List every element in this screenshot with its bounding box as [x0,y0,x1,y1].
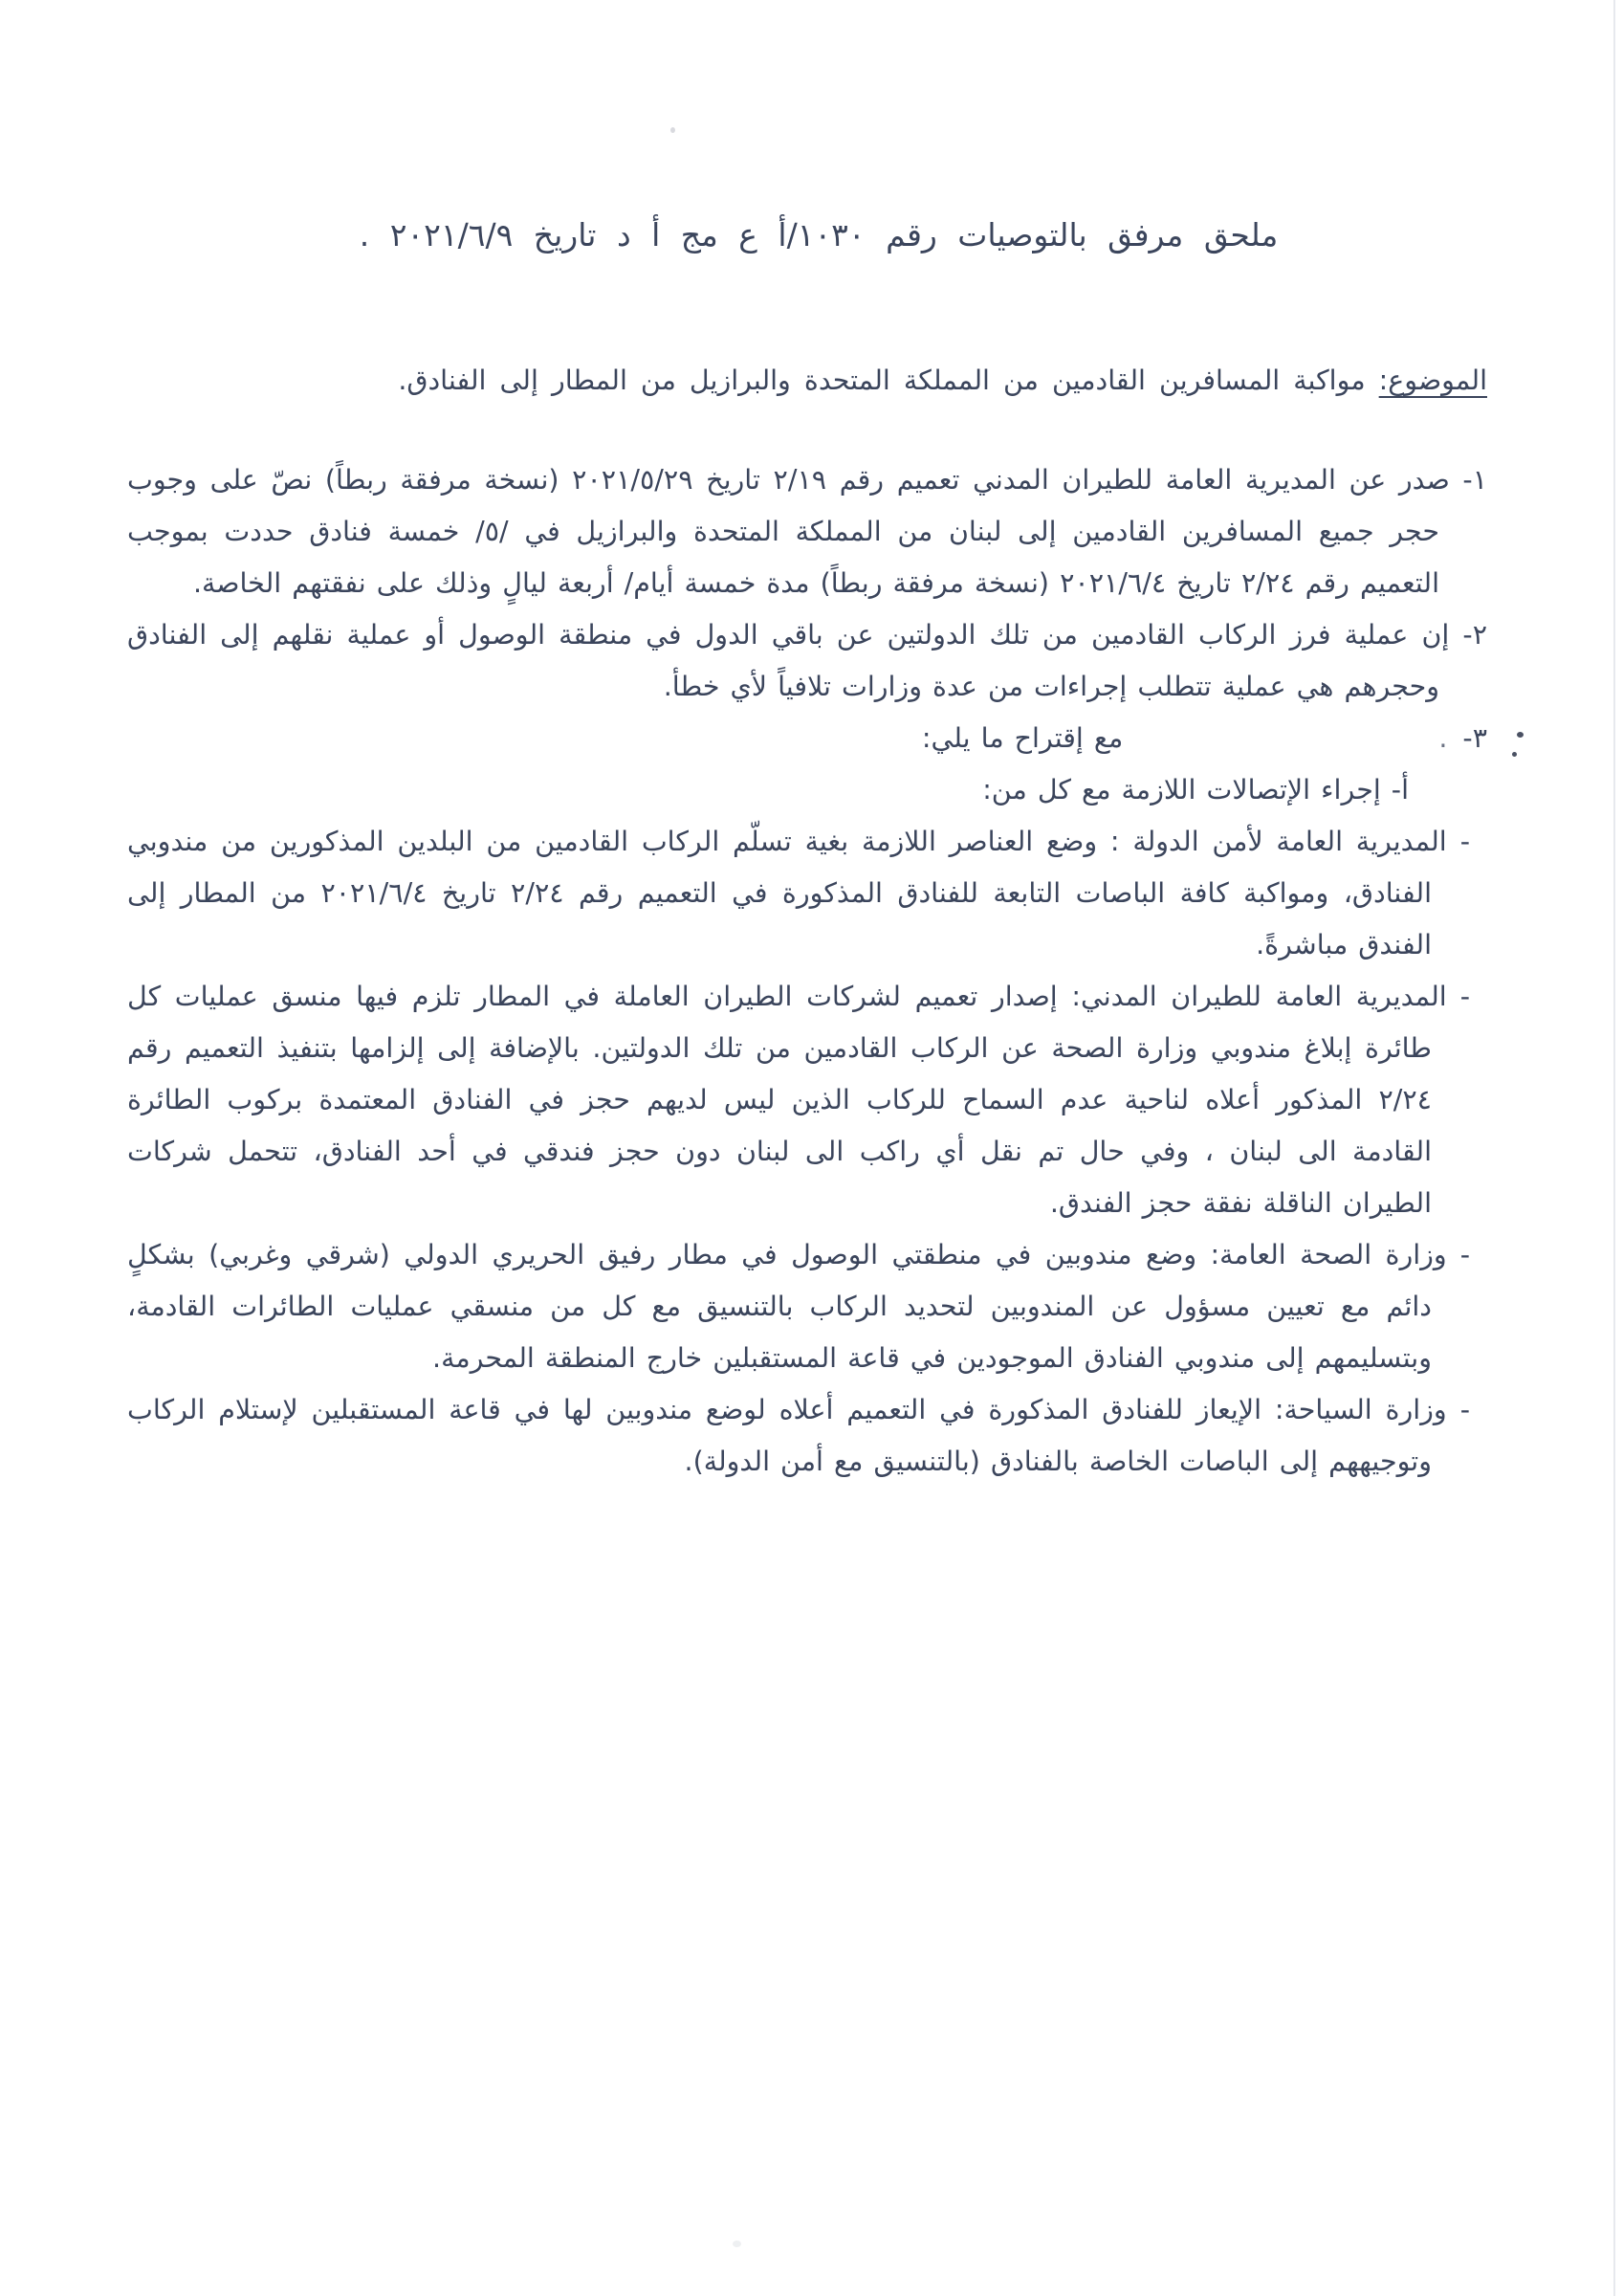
item-3-marker: ٣- [1462,722,1487,754]
bullet-civil-aviation-text: المديرية العامة للطيران المدني: إصدار تعميم لشركات الطيران العاملة في المطار تلزم فيها منسق عمليات كل طائرة إبلاغ مندوبي وزارة الصحة عن الركاب القادمين من تلك الدولتين. بالإضافة إلى إلزامها بتنفيذ التعميم رقم ٢/٢٤ المذكور أعلاه لناحية عدم السماح للركاب الذين ليس لديهم حجز في الفنادق المعتمدة بركوب الطائرة القادمة الى لبنان ، وفي حال تم نقل أي راكب الى لبنان دون حجز فندقي في أحد الفنادق، تتحمل شركات الطيران الناقلة نفقة حجز الفندق. [127,981,1447,1219]
scan-page-edge [1613,0,1615,2296]
sub-item-a-text: إجراء الإتصالات اللازمة مع كل من: [982,774,1381,806]
bullet-tourism-text: وزارة السياحة: الإيعاز للفنادق المذكورة في التعميم أعلاه لوضع مندوبين لها في قاعة المستقبلين لإستلام الركاب وتوجيههم إلى الباصات الخاصة بالفنادق (بالتنسيق مع أمن الدولة). [127,1394,1447,1477]
stray-dot: . [1438,722,1448,754]
ink-speck [1512,752,1517,757]
subject-label: الموضوع: [1378,364,1487,396]
scan-artifact [733,2241,741,2247]
bullet-dash: - [1459,1239,1470,1270]
bullet-dash: - [1459,981,1470,1012]
item-1-text: صدر عن المديرية العامة للطيران المدني تعميم رقم ٢/١٩ تاريخ ٢٠٢١/٥/٢٩ (نسخة مرفقة ربطاً) نصّ على وجوب حجر جميع المسافرين القادمين إلى لبنان من المملكة المتحدة والبرازيل في /٥/ خمسة فنادق حددت بموجب التعميم رقم ٢/٢٤ تاريخ ٢٠٢١/٦/٤ (نسخة مرفقة ربطاً) مدة خمسة أيام/ أربعة ليالٍ وذلك على نفقتهم الخاصة. [127,464,1450,599]
bullet-dash: - [1459,826,1470,857]
item-2-text: إن عملية فرز الركاب القادمين من تلك الدولتين عن باقي الدول في منطقة الوصول أو عملية نقلهم إلى الفنادق وحجرهم هي عملية تتطلب إجراءات من عدة وزارات تلافياً لأي خطأ. [127,619,1450,702]
bullet-public-health-text: وزارة الصحة العامة: وضع مندوبين في منطقتي الوصول في مطار رفيق الحريري الدولي (شرقي وغربي) بشكلٍ دائم مع تعيين مسؤول عن المندوبين لتحديد الركاب بالتنسيق مع كل من منسقي عمليات الطائرات القادمة، وبتسليمهم إلى مندوبي الفنادق الموجودين في قاعة المستقبلين خارج المنطقة المحرمة. [127,1239,1447,1374]
numbered-item-3 [127,713,1487,764]
bullet-dash: - [1459,1394,1470,1425]
numbered-item-2 [127,609,1487,713]
scan-artifact [670,127,675,133]
document-title: ملحق مرفق بالتوصيات رقم ١٠٣٠/أ ع مج أ د تاريخ ٢٠٢١/٦/٩ . [359,216,1279,254]
bullet-public-health [127,1229,1487,1384]
numbered-item-1 [127,454,1487,609]
sub-item-a [127,764,1487,816]
subject-text: مواكبة المسافرين القادمين من المملكة المتحدة والبرازيل من المطار إلى الفنادق. [398,364,1379,396]
item-2-marker: ٢- [1449,619,1488,651]
document-body [127,454,1487,1488]
item-3-text: مع إقتراح ما يلي: [921,722,1124,754]
ink-speck [1517,732,1524,738]
sub-item-a-marker: أ- [1380,774,1409,806]
bullet-tourism [127,1384,1487,1488]
bullet-state-security-text: المديرية العامة لأمن الدولة : وضع العناصر اللازمة بغية تسلّم الركاب القادمين من البلدين المذكورين من مندوبي الفنادق، ومواكبة كافة الباصات التابعة للفنادق المذكورة في التعميم رقم ٢/٢٤ تاريخ ٢٠٢١/٦/٤ من المطار إلى الفندق مباشرةً. [127,826,1447,960]
subject-line [127,355,1487,407]
bullet-civil-aviation [127,971,1487,1229]
bullet-state-security [127,816,1487,971]
item-1-marker: ١- [1449,464,1488,496]
